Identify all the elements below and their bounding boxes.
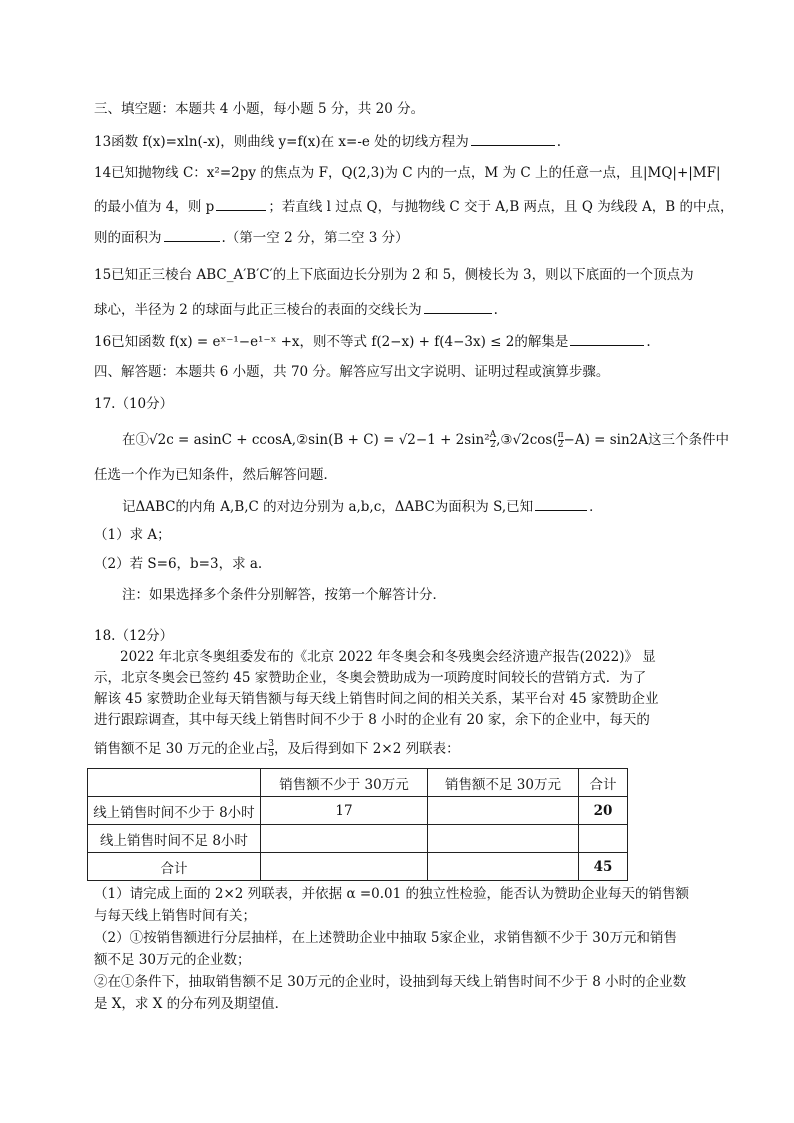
question-13: 13函数 f(x)=xln(-x)，则曲线 y=f(x)在 x=-e 处的切线方程为 . (94, 131, 561, 152)
q18-sub3-line2: 是 X，求 X 的分布列及期望值． (94, 996, 289, 1012)
table-cell (261, 853, 428, 881)
table-header-cell: 销售额不足 30万元 (428, 769, 579, 797)
table-cell: 合计 (88, 853, 261, 881)
q18-para-line5: 销售额不足 30 万元的企业占 $\frac{3}{5}$ ，及后得到如下 2×2 列联表： (94, 739, 460, 759)
q17-line3: 记ΔABC的内角 A,B,C 的对边分别为 a,b,c，ΔABC为面积为 S,已知 ． (122, 496, 603, 517)
q17-sub1: （1）求 A； (94, 527, 171, 543)
q18-para-line4: 进行跟踪调查，其中每天线上销售时间不少于 8 小时的企业有 20 家，余下的企业中，每天的 (94, 712, 650, 728)
table-cell (428, 797, 579, 825)
q14-line3: 则的面积为 .（第一空 2 分，第二空 3 分） (94, 227, 409, 248)
q18-title: 18.（12分） (94, 628, 174, 644)
q18-sub2-line1: （2）①按销售额进行分层抽样，在上述赞助企业中抽取 5家企业，求销售额不少于 30万元和销售 (94, 930, 677, 946)
fraction: $\frac{\pi}{2}$ (557, 430, 564, 450)
answer-blank[interactable] (216, 196, 266, 211)
answer-blank[interactable] (424, 299, 492, 314)
table-header-cell: 销售额不少于 30万元 (261, 769, 428, 797)
table-cell (579, 825, 628, 853)
answer-blank[interactable] (164, 227, 220, 242)
answer-blank[interactable] (471, 131, 555, 146)
q15-line1: 15已知正三棱台 ABC_A′B′C′的上下底面边长分别为 2 和 5，侧棱长为 3，则以下底面的一个顶点为 (94, 267, 694, 283)
section-3-header: 三、填空题：本题共 4 小题，每小题 5 分，共 20 分。 (94, 101, 425, 117)
q18-para-line2: 示，北京冬奥会已签约 45 家赞助企业，冬奥会赞助成为一项跨度时间较长的营销方式．为了 (94, 670, 647, 686)
table-row (88, 797, 628, 825)
q18-sub3-line1: ②在①条件下，抽取销售额不足 30万元的企业时，设抽到每天线上销售时间不少于 8 小时的企业数 (94, 974, 687, 990)
table-cell (428, 825, 579, 853)
q17-title: 17.（10分） (94, 396, 174, 412)
q15-line2: 球心，半径为 2 的球面与此正三棱台的表面的交线长为 . (94, 299, 498, 320)
table-cell (428, 853, 579, 881)
q17-sub2: （2）若 S=6，b=3，求 a. (94, 556, 263, 572)
q18-sub2-line2: 额不足 30万元的企业数； (94, 952, 251, 968)
section-4-header: 四、解答题：本题共 6 小题，共 70 分。解答应写出文字说明、证明过程或演算步骤。 (94, 364, 610, 380)
fraction: $\frac{A}{2}$ (489, 430, 497, 450)
q13-text: 13函数 f(x)=xln(-x)，则曲线 y=f(x)在 x=-e 处的切线方程为 (94, 134, 469, 150)
q14-line1: 14已知抛物线 C：x²=2py 的焦点为 F，Q(2,3)为 C 内的一点，M 为 C 上的任意一点，且|MQ|+|MF| (94, 165, 721, 181)
q18-sub1-line2: 与每天线上销售时间有关； (94, 908, 256, 924)
q17-conditions: 在①√2c = asinC + ccosA,②sin(B + C) = √2−1 + 2sin² $\frac{A}{2}$ ,③√2cos( $\frac{\pi}{2}$ −A) = sin2A这三个条件中 (122, 430, 730, 450)
table-cell (261, 825, 428, 853)
answer-blank[interactable] (570, 331, 644, 346)
table-header-cell: 合计 (579, 769, 628, 797)
question-16: 16已知函数 f(x) = eˣ⁻¹−e¹⁻ˣ +x，则不等式 f(2−x) + f(4−3x) ≤ 2的解集是 . (94, 331, 651, 352)
q18-sub1-line1: （1）请完成上面的 2×2 列联表，并依据 α =0.01 的独立性检验，能否认为赞助企业每天的销售额 (94, 886, 690, 902)
table-cell: 线上销售时间不少于 8小时 (88, 797, 261, 825)
q17-note: 注：如果选择多个条件分别解答，按第一个解答计分． (122, 587, 446, 603)
table-cell: 45 (579, 853, 628, 881)
table-row (88, 825, 628, 853)
q14-line2: 的最小值为 4，则 p ；若直线 l 过点 Q，与抛物线 C 交于 A,B 两点，且 Q 为线段 A，B 的中点， (94, 196, 733, 217)
table-header-cell (88, 769, 261, 797)
q18-para-line1: 2022 年北京冬奥组委发布的《北京 2022 年冬奥会和冬残奥会经济遗产报告(2022)》 显 (120, 649, 656, 665)
table-cell: 17 (261, 797, 428, 825)
fraction: $\frac{3}{5}$ (268, 739, 274, 759)
contingency-table (87, 768, 628, 881)
table-header-row (88, 769, 628, 797)
q18-para-line3: 解该 45 家赞助企业每天销售额与每天线上销售时间之间的相关关系，某平台对 45 家赞助企业 (94, 691, 659, 707)
table-cell: 20 (579, 797, 628, 825)
table-row (88, 853, 628, 881)
answer-blank[interactable] (535, 496, 587, 511)
table-cell: 线上销售时间不足 8小时 (88, 825, 261, 853)
q17-line2: 任选一个作为已知条件，然后解答问题． (94, 467, 337, 483)
